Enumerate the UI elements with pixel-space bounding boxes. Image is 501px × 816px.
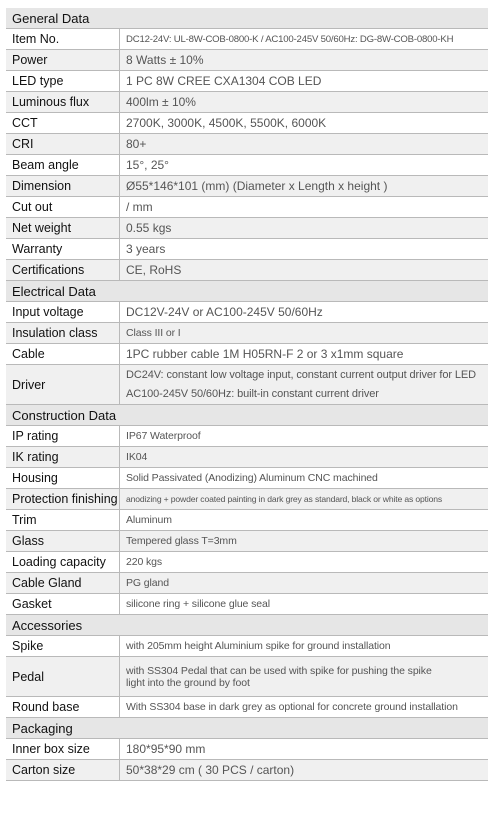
spec-value [119,176,488,196]
spec-value-line: DC12-24V: UL-8W-COB-0800-K / AC100-245V 50/60Hz: DG-8W-COB-0800-KH [126,33,454,45]
section-header: Packaging [6,718,488,739]
spec-value [119,447,488,467]
spec-value-line: AC100-245V 50/60Hz: built-in constant current driver [126,387,379,400]
spec-label: Cable Gland [6,573,119,593]
spec-value-line: silicone ring + silicone glue seal [126,598,270,610]
spec-value [119,739,488,759]
spec-label: Inner box size [12,742,90,756]
spec-value-line: Ø55*146*101 (mm) (Diameter x Length x height ) [126,179,388,193]
spec-row [6,218,488,239]
spec-value [119,657,488,696]
spec-label: Cut out [12,200,53,214]
spec-row [6,260,488,281]
spec-sheet [6,8,488,781]
spec-label: Insulation class [6,323,119,343]
spec-label: Cable [12,347,45,361]
spec-row [6,760,488,781]
spec-value-line: IK04 [126,451,148,463]
spec-row [6,468,488,489]
spec-value-line: 2700K, 3000K, 4500K, 5500K, 6000K [126,116,327,130]
spec-label: CCT [12,116,38,130]
spec-label: Net weight [6,218,119,238]
spec-row [6,323,488,344]
spec-value-line: 0.55 kgs [126,221,172,235]
spec-row [6,531,488,552]
spec-value-line: 180*95*90 mm [126,742,206,756]
spec-row [6,29,488,50]
spec-value-line: 400lm ± 10% [126,95,196,109]
spec-row [6,71,488,92]
section-header: Electrical Data [6,281,488,302]
spec-value [119,302,488,322]
spec-value-line: Tempered glass T=3mm [126,535,237,547]
spec-value [119,636,488,656]
spec-row [6,447,488,468]
spec-value [119,239,488,259]
spec-value [119,697,488,717]
spec-value [119,594,488,614]
spec-row [6,239,488,260]
spec-row [6,594,488,615]
spec-row [6,50,488,71]
spec-row [6,552,488,573]
spec-row [6,134,488,155]
spec-value-line: 1PC rubber cable 1M H05RN-F 2 or 3 x1mm square [126,347,404,361]
spec-value-line: IP67 Waterproof [126,430,201,442]
spec-value [119,760,488,780]
spec-value-line: Class III or I [126,327,181,339]
spec-value [119,155,488,175]
spec-label: Luminous flux [6,92,119,112]
spec-row [6,636,488,657]
spec-row [6,510,488,531]
spec-row [6,176,488,197]
spec-value [119,92,488,112]
spec-label: Warranty [12,242,63,256]
spec-value-line: 15°, 25° [126,158,169,172]
spec-value-line: DC12V-24V or AC100-245V 50/60Hz [126,305,323,319]
section-header: Accessories [6,615,488,636]
spec-value-line: light into the ground by foot [126,676,250,689]
spec-row [6,657,488,697]
spec-value [119,197,488,217]
spec-label: Gasket [12,597,52,611]
spec-value [119,552,488,572]
section-header: Construction Data [6,405,488,426]
spec-value [119,218,488,238]
spec-value-line: PG gland [126,577,169,589]
spec-value-line: 3 years [126,242,166,256]
spec-label: Dimension [6,176,119,196]
spec-value [119,531,488,551]
spec-value [119,323,488,343]
spec-row [6,155,488,176]
spec-row [6,739,488,760]
spec-label: Spike [12,639,44,653]
spec-value-line: with 205mm height Aluminium spike for ground installation [126,640,391,652]
spec-row [6,365,488,405]
spec-label: Beam angle [12,158,79,172]
spec-value [119,113,488,133]
spec-value [119,29,488,49]
spec-value-line: 50*38*29 cm ( 30 PCS / carton) [126,763,295,777]
spec-label: LED type [12,74,64,88]
spec-label: IP rating [12,429,59,443]
spec-row [6,489,488,510]
spec-value [119,50,488,70]
spec-row [6,92,488,113]
spec-value-line: with SS304 Pedal that can be used with spike for pushing the spike [126,664,432,677]
spec-value-line: anodizing + powder coated painting in dark grey as standard, black or white as options [126,494,443,504]
spec-value [119,344,488,364]
spec-row [6,113,488,134]
spec-row [6,426,488,447]
section-header: General Data [6,8,488,29]
spec-value [119,426,488,446]
spec-row [6,344,488,365]
spec-label: Loading capacity [12,555,106,569]
spec-label: Certifications [6,260,119,280]
spec-value-line: With SS304 base in dark grey as optional for concrete ground installation [126,701,458,713]
spec-label: CRI [6,134,119,154]
spec-label: Pedal [6,657,119,696]
spec-label: Glass [6,531,119,551]
spec-value-line: 8 Watts ± 10% [126,53,204,67]
spec-value-line: DC24V: constant low voltage input, constant current output driver for LED [126,368,476,381]
spec-value [119,468,488,488]
spec-value [119,365,488,404]
spec-label: Item No. [12,32,60,46]
spec-value [119,71,488,91]
spec-label: Trim [12,513,37,527]
spec-label: Driver [6,365,119,404]
spec-label: Input voltage [12,305,84,319]
spec-value [119,573,488,593]
spec-label: Round base [12,700,80,714]
spec-row [6,197,488,218]
spec-value-line: / mm [126,200,153,214]
spec-value [119,134,488,154]
spec-label: Housing [12,471,58,485]
spec-value-line: 220 kgs [126,556,163,568]
spec-value-line: Aluminum [126,514,172,526]
spec-label: IK rating [6,447,119,467]
spec-value-line: 80+ [126,137,147,151]
spec-value [119,489,488,509]
spec-row [6,573,488,594]
spec-value-line: 1 PC 8W CREE CXA1304 COB LED [126,74,322,88]
spec-row [6,697,488,718]
spec-label: Carton size [6,760,119,780]
spec-value-line: CE, RoHS [126,263,182,277]
spec-row [6,302,488,323]
spec-value-line: Solid Passivated (Anodizing) Aluminum CNC machined [126,472,378,484]
spec-value [119,260,488,280]
spec-label: Power [6,50,119,70]
spec-label: Protection finishing [6,489,119,509]
spec-value [119,510,488,530]
